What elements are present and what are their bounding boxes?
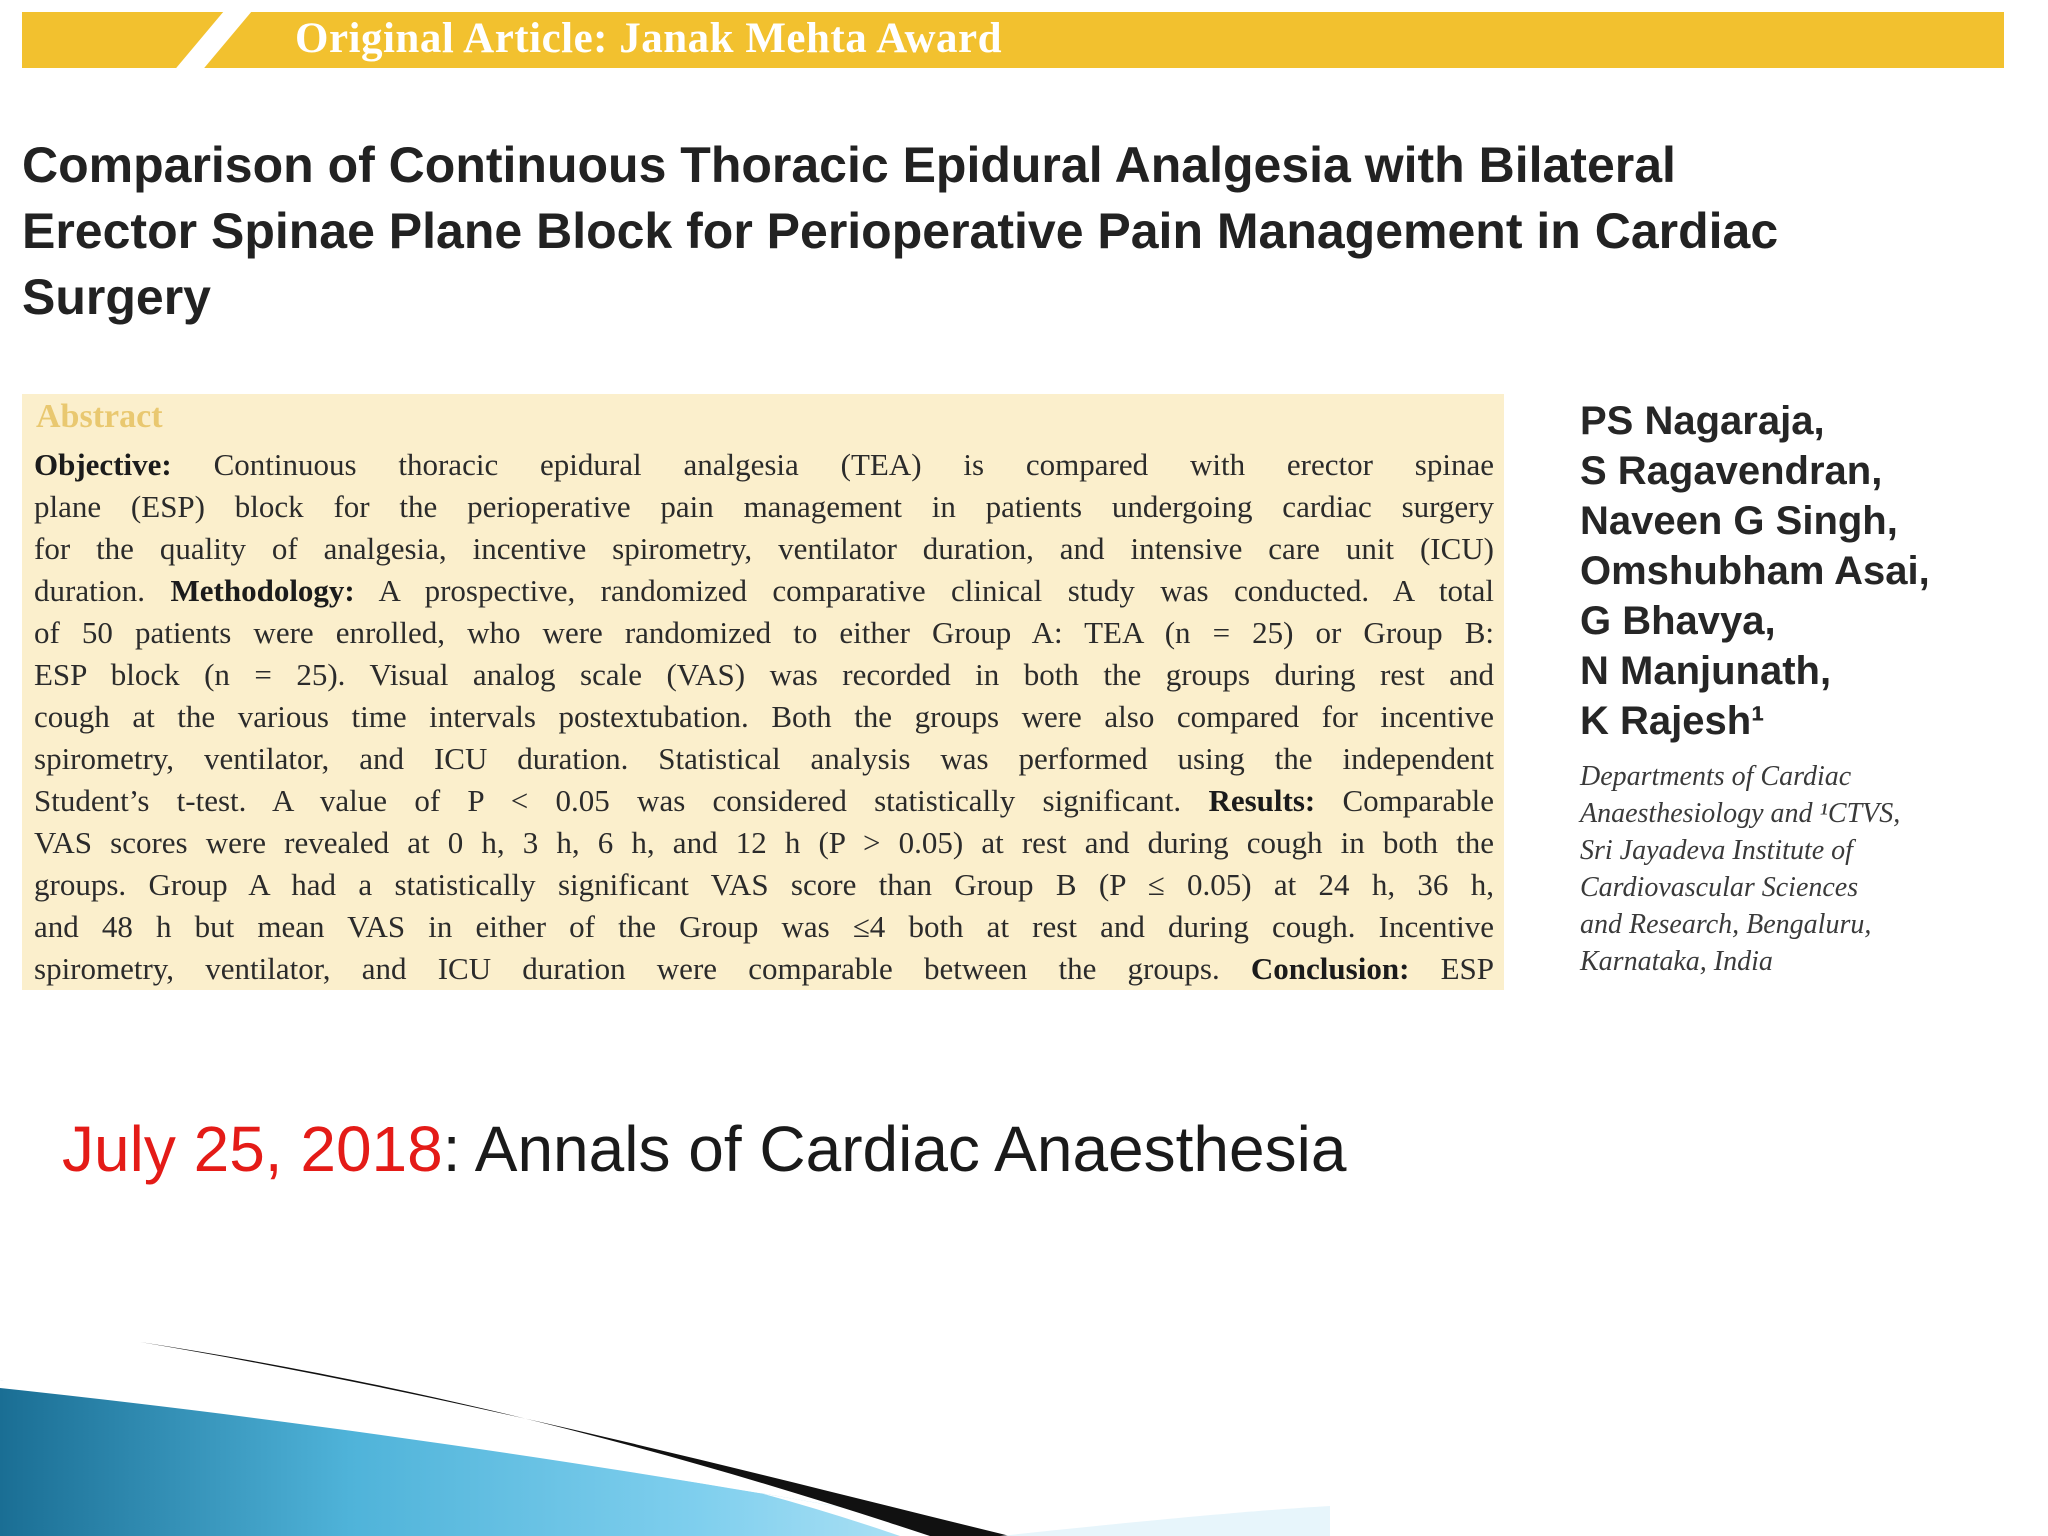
journal-name: : Annals of Cardiac Anaesthesia (442, 1113, 1347, 1185)
affiliation-line: Anaesthesiology and ¹CTVS, (1580, 798, 1901, 829)
author-name: K Rajesh¹ (1580, 699, 1765, 743)
abstract-text: Student’s t-test. A value of P < 0.05 was considered statistically significant. (34, 783, 1209, 818)
abstract-section-label: Methodology: (170, 573, 355, 608)
author-affiliation (1580, 758, 1900, 980)
abstract-box (22, 394, 1504, 990)
author-name: PS Nagaraja, (1580, 399, 1825, 443)
abstract-text: VAS scores were revealed at 0 h, 3 h, 6 h, and 12 h (P > 0.05) at rest and during cough in both the (34, 825, 1494, 860)
abstract-text: spirometry, ventilator, and ICU duration. Statistical analysis was performed using the independent (34, 741, 1494, 776)
affiliation-line: and Research, Bengaluru, (1580, 909, 1872, 940)
publication-date: July 25, 2018 (62, 1113, 443, 1185)
publication-info (62, 1112, 1346, 1186)
abstract-line (34, 486, 1494, 528)
abstract-line (34, 822, 1494, 864)
author-name: Naveen G Singh, (1580, 499, 1898, 543)
slide-wave-decoration (0, 1270, 2048, 1536)
title-line: Comparison of Continuous Thoracic Epidural Analgesia with Bilateral (22, 137, 1676, 193)
abstract-text: groups. Group A had a statistically significant VAS score than Group B (P ≤ 0.05) at 24 h, 36 h, (34, 867, 1494, 902)
abstract-text: spirometry, ventilator, and ICU duration were comparable between the groups. (34, 951, 1251, 986)
abstract-text: duration. (34, 573, 171, 608)
abstract-line (34, 570, 1494, 612)
abstract-text: plane (ESP) block for the perioperative pain management in patients undergoing cardiac surgery (34, 489, 1494, 524)
abstract-line (34, 864, 1494, 906)
affiliation-line: Cardiovascular Sciences (1580, 872, 1859, 903)
affiliation-line: Departments of Cardiac (1580, 761, 1852, 792)
abstract-line (34, 948, 1494, 990)
abstract-line (34, 528, 1494, 570)
abstract-text: ESP block (n = 25). Visual analog scale (VAS) was recorded in both the groups during rest and (34, 657, 1494, 692)
abstract-line (34, 612, 1494, 654)
abstract-line (34, 906, 1494, 948)
article-type-label: Original Article: Janak Mehta Award (295, 15, 1003, 62)
abstract-heading: Abstract (36, 398, 163, 435)
abstract-line (34, 738, 1494, 780)
author-name: G Bhavya, (1580, 599, 1776, 643)
abstract-section-label: Conclusion: (1250, 951, 1410, 986)
abstract-text: A prospective, randomized comparative clinical study was conducted. A total (354, 573, 1495, 608)
abstract-section-label: Results: (1208, 783, 1316, 818)
abstract-text: and 48 h but mean VAS in either of the Group was ≤4 both at rest and during cough. Incentive (34, 909, 1494, 944)
abstract-section-label: Objective: (34, 447, 172, 482)
author-list (1580, 396, 1930, 746)
abstract-text: for the quality of analgesia, incentive spirometry, ventilator duration, and intensive care unit (ICU) (34, 531, 1494, 566)
abstract-line (34, 696, 1494, 738)
abstract-body (34, 444, 1494, 990)
abstract-text: Comparable (1315, 783, 1494, 818)
title-line: Surgery (22, 269, 211, 325)
abstract-text: ESP (1409, 951, 1495, 986)
title-line: Erector Spinae Plane Block for Perioperative Pain Management in Cardiac (22, 203, 1779, 259)
abstract-text: of 50 patients were enrolled, who were randomized to either Group A: TEA (n = 25) or Group B: (34, 615, 1494, 650)
abstract-text: cough at the various time intervals postextubation. Both the groups were also compared for incentive (34, 699, 1494, 734)
author-name: Omshubham Asai, (1580, 549, 1930, 593)
affiliation-line: Sri Jayadeva Institute of (1580, 835, 1853, 866)
abstract-line (34, 654, 1494, 696)
affiliation-line: Karnataka, India (1580, 946, 1773, 977)
paper-title (22, 132, 2012, 330)
abstract-line (34, 444, 1494, 486)
abstract-text: Continuous thoracic epidural analgesia (TEA) is compared with erector spinae (171, 447, 1494, 482)
abstract-line (34, 780, 1494, 822)
author-name: N Manjunath, (1580, 649, 1832, 693)
author-name: S Ragavendran, (1580, 449, 1883, 493)
